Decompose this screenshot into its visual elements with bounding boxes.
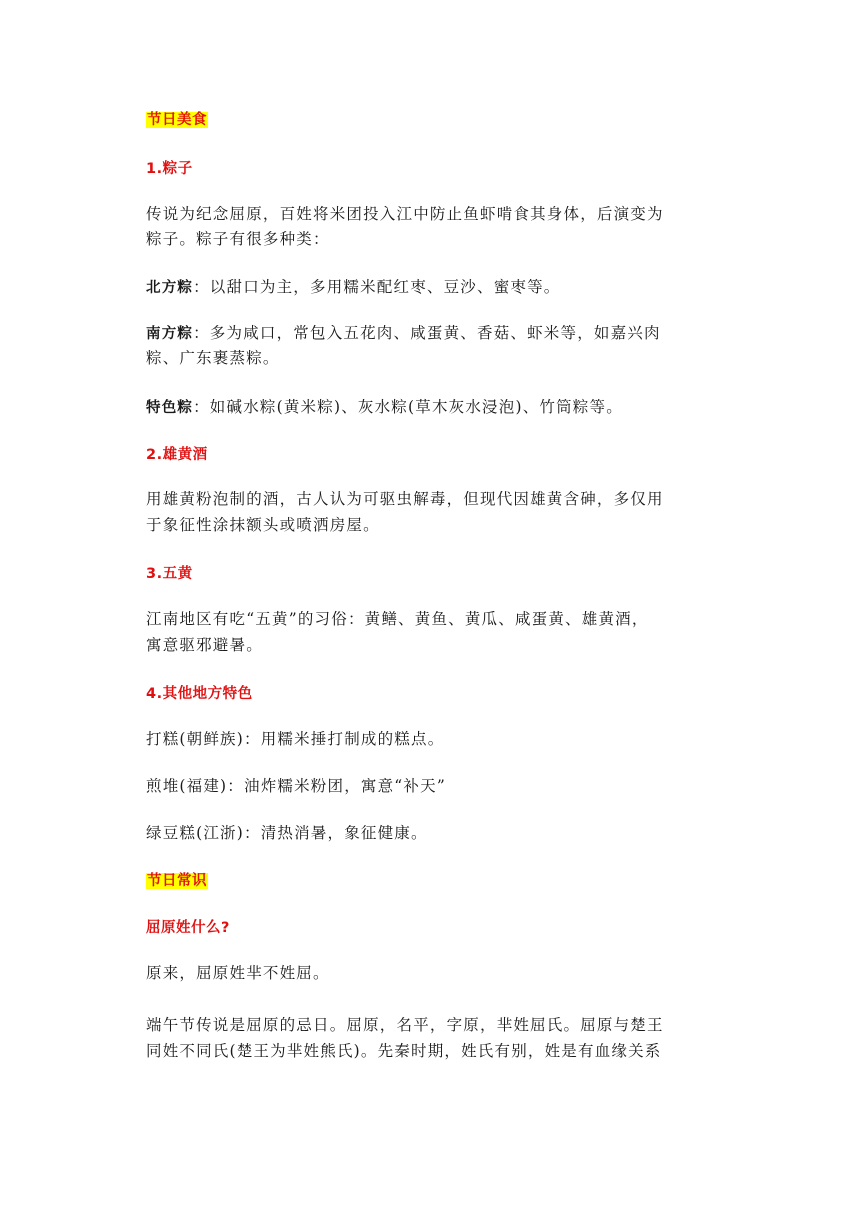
- other-title: 4.其他地方特色: [146, 686, 253, 702]
- section-heading-knowledge: 节日常识: [147, 873, 207, 889]
- section-heading-food: 节日美食: [147, 112, 207, 128]
- wuhuang-title: 3.五黄: [146, 566, 193, 582]
- knowledge-paragraph-line1: 端午节传说是屈原的忌日。屈原，名平，字原，芈姓屈氏。屈原与楚王: [146, 1016, 664, 1034]
- north-zongzi-label: 北方粽: [146, 280, 194, 296]
- other-item-jiandui: 煎堆(福建)：油炸糯米粉团，寓意“补天”: [146, 777, 446, 795]
- realgar-line2: 于象征性涂抹额头或喷洒房屋。: [146, 516, 380, 534]
- knowledge-paragraph-line2: 同姓不同氏(楚王为芈姓熊氏)。先秦时期，姓氏有别，姓是有血缘关系: [146, 1042, 662, 1060]
- north-zongzi-paragraph: 北方粽：以甜口为主，多用糯米配红枣、豆沙、蜜枣等。: [146, 278, 561, 296]
- other-item-lvdougao: 绿豆糕(江浙)：清热消暑，象征健康。: [146, 824, 428, 842]
- zongzi-title: 1.粽子: [146, 161, 193, 177]
- knowledge-question: 屈原姓什么?: [146, 920, 230, 936]
- knowledge-answer: 原来，屈原姓芈不姓屈。: [146, 964, 330, 982]
- realgar-line1: 用雄黄粉泡制的酒，古人认为可驱虫解毒，但现代因雄黄含砷，多仅用: [146, 490, 664, 508]
- special-zongzi-paragraph: 特色粽：如碱水粽(黄米粽)、灰水粽(草木灰水浸泡)、竹筒粽等。: [146, 398, 623, 416]
- south-zongzi-paragraph: 南方粽：多为咸口，常包入五花肉、咸蛋黄、香菇、虾米等，如嘉兴肉: [146, 324, 661, 342]
- south-zongzi-line2: 粽、广东裹蒸粽。: [146, 349, 280, 367]
- wuhuang-line2: 寓意驱邪避暑。: [146, 636, 263, 654]
- special-zongzi-label: 特色粽: [146, 400, 194, 416]
- zongzi-intro-line2: 粽子。粽子有很多种类：: [146, 230, 330, 248]
- realgar-title: 2.雄黄酒: [146, 447, 208, 463]
- zongzi-intro-line1: 传说为纪念屈原，百姓将米团投入江中防止鱼虾啃食其身体，后演变为: [146, 205, 664, 223]
- other-item-dagao: 打糕(朝鲜族)：用糯米捶打制成的糕点。: [146, 730, 445, 748]
- wuhuang-line1: 江南地区有吃“五黄”的习俗：黄鳝、黄鱼、黄瓜、咸蛋黄、雄黄酒，: [146, 610, 649, 628]
- south-zongzi-label: 南方粽: [146, 326, 194, 342]
